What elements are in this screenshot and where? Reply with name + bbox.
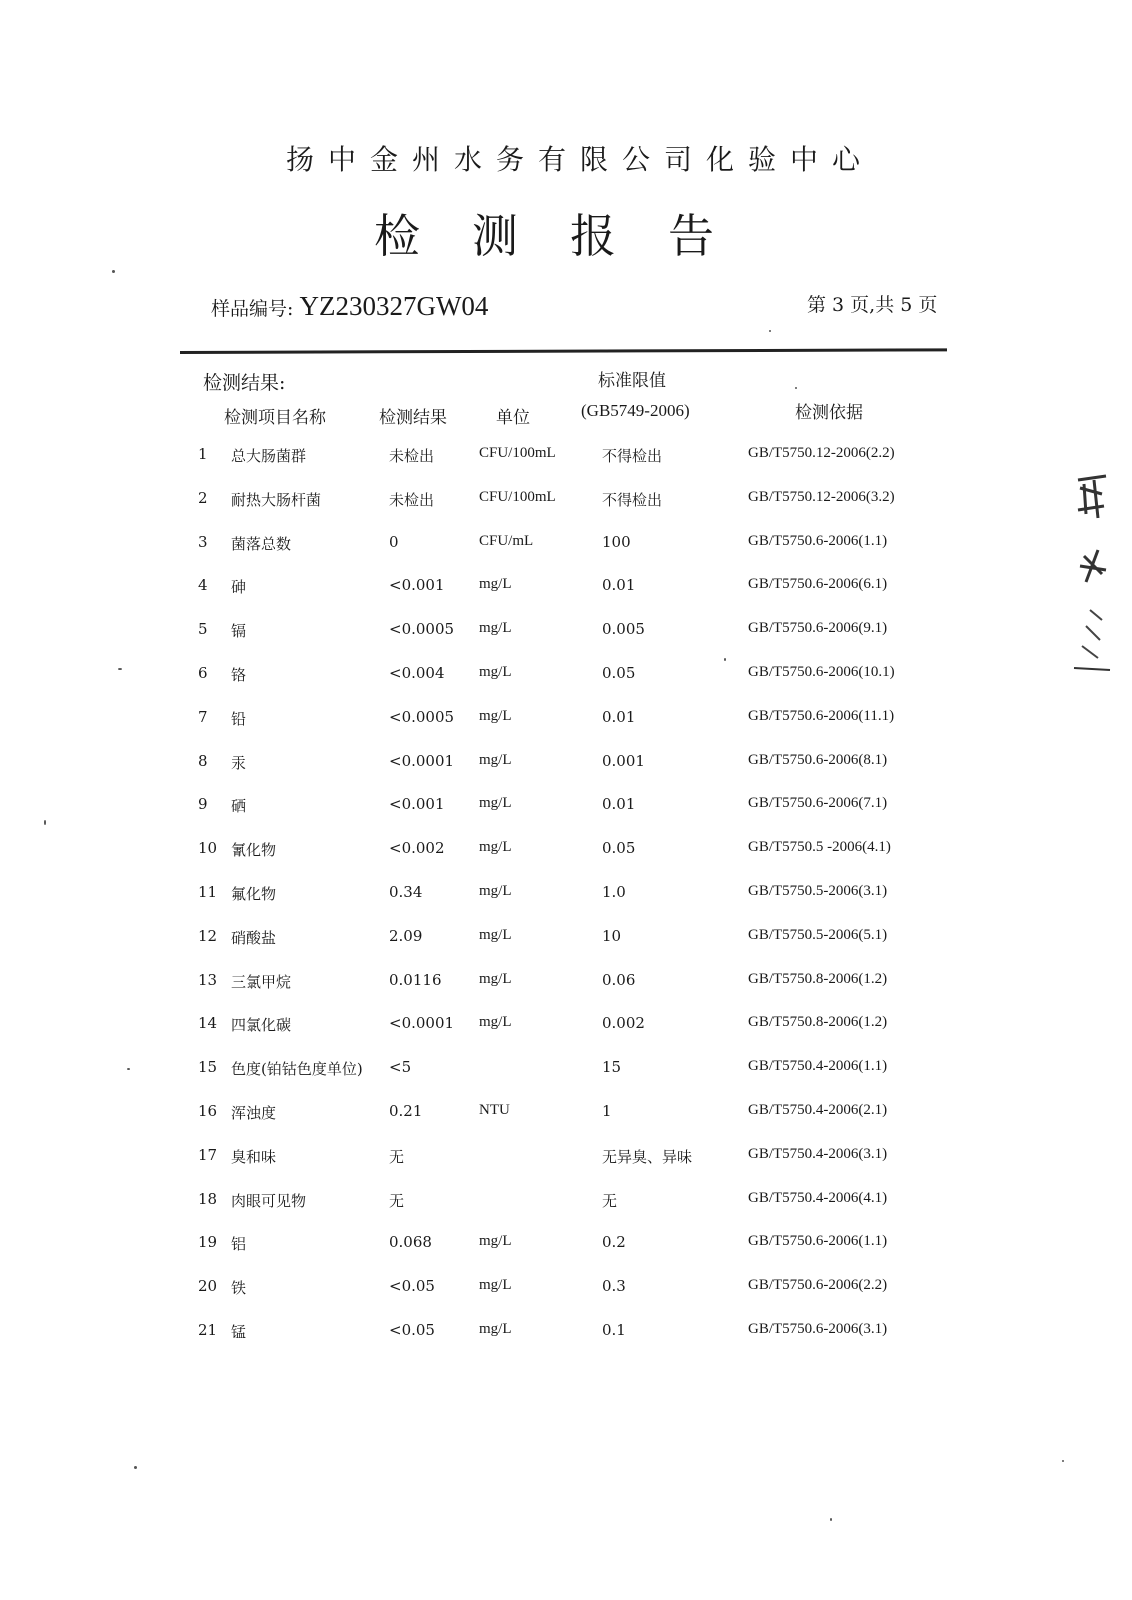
row-number: 11 bbox=[198, 883, 218, 901]
test-method: GB/T5750.6-2006(1.1) bbox=[748, 533, 888, 549]
row-number: 20 bbox=[198, 1277, 218, 1295]
test-method: GB/T5750.6-2006(11.1) bbox=[748, 708, 895, 724]
row-number: 17 bbox=[198, 1146, 218, 1164]
column-header-name: 检测项目名称 bbox=[224, 408, 326, 428]
scan-speck bbox=[44, 820, 46, 825]
scan-speck bbox=[724, 658, 726, 661]
row-number: 5 bbox=[198, 620, 208, 638]
test-result: 2.09 bbox=[389, 927, 423, 945]
item-name: 锰 bbox=[231, 1323, 247, 1341]
row-number: 10 bbox=[198, 839, 218, 857]
item-name: 菌落总数 bbox=[231, 535, 292, 553]
row-number: 9 bbox=[198, 795, 208, 813]
test-method: GB/T5750.6-2006(8.1) bbox=[748, 752, 888, 768]
standard-limit: 0.001 bbox=[602, 752, 645, 770]
item-name: 氟化物 bbox=[231, 885, 277, 903]
scan-speck bbox=[127, 1068, 130, 1070]
scan-speck bbox=[112, 270, 115, 273]
item-name: 耐热大肠杆菌 bbox=[231, 491, 322, 509]
test-result: <0.0005 bbox=[389, 708, 455, 726]
test-result: 0.0116 bbox=[389, 971, 442, 989]
test-method: GB/T5750.5-2006(5.1) bbox=[748, 927, 888, 943]
item-name: 铁 bbox=[231, 1279, 247, 1297]
unit: CFU/mL bbox=[479, 533, 534, 549]
standard-limit: 0.06 bbox=[602, 971, 636, 989]
test-method: GB/T5750.6-2006(10.1) bbox=[748, 664, 895, 680]
table-row bbox=[0, 839, 1132, 869]
test-method: GB/T5750.6-2006(3.1) bbox=[748, 1321, 888, 1337]
table-row bbox=[0, 1277, 1132, 1307]
standard-limit: 0.005 bbox=[602, 620, 645, 638]
test-method: GB/T5750.6-2006(7.1) bbox=[748, 795, 888, 811]
unit: mg/L bbox=[479, 795, 512, 811]
standard-limit: 10 bbox=[602, 927, 622, 945]
scan-speck bbox=[769, 330, 771, 332]
scan-speck bbox=[830, 1518, 832, 1521]
table-row bbox=[0, 576, 1132, 606]
test-method: GB/T5750.6-2006(2.2) bbox=[748, 1277, 888, 1293]
row-number: 7 bbox=[198, 708, 208, 726]
standard-limit: 0.01 bbox=[602, 708, 636, 726]
standard-limit: 0.3 bbox=[602, 1277, 626, 1295]
test-method: GB/T5750.6-2006(6.1) bbox=[748, 576, 888, 592]
standard-limit: 0.2 bbox=[602, 1233, 626, 1251]
table-row bbox=[0, 1014, 1132, 1044]
test-result: <0.0005 bbox=[389, 620, 455, 638]
row-number: 12 bbox=[198, 927, 218, 945]
table-row bbox=[0, 971, 1132, 1001]
row-number: 1 bbox=[198, 445, 208, 463]
table-row bbox=[0, 1190, 1132, 1220]
row-number: 19 bbox=[198, 1233, 218, 1251]
item-name: 铬 bbox=[231, 666, 247, 684]
unit: mg/L bbox=[479, 883, 512, 899]
table-row bbox=[0, 533, 1132, 563]
row-number: 13 bbox=[198, 971, 218, 989]
test-result: <0.0001 bbox=[389, 752, 455, 770]
unit: mg/L bbox=[479, 1014, 512, 1030]
header-divider bbox=[180, 348, 947, 354]
item-name: 砷 bbox=[231, 578, 247, 596]
test-result: <0.05 bbox=[389, 1321, 435, 1339]
test-result: 0.34 bbox=[389, 883, 423, 901]
table-row bbox=[0, 752, 1132, 782]
unit: mg/L bbox=[479, 664, 512, 680]
unit: CFU/100mL bbox=[479, 489, 556, 505]
test-method: GB/T5750.4-2006(3.1) bbox=[748, 1146, 888, 1162]
test-method: GB/T5750.5 -2006(4.1) bbox=[748, 839, 891, 855]
item-name: 四氯化碳 bbox=[231, 1016, 292, 1034]
test-method: GB/T5750.6-2006(1.1) bbox=[748, 1233, 888, 1249]
row-number: 15 bbox=[198, 1058, 218, 1076]
item-name: 臭和味 bbox=[231, 1148, 277, 1166]
table-row bbox=[0, 1233, 1132, 1263]
test-result: <0.05 bbox=[389, 1277, 435, 1295]
item-name: 浑浊度 bbox=[231, 1104, 277, 1122]
test-result: <0.001 bbox=[389, 576, 445, 594]
test-method: GB/T5750.4-2006(1.1) bbox=[748, 1058, 888, 1074]
test-method: GB/T5750.5-2006(3.1) bbox=[748, 883, 888, 899]
test-method: GB/T5750.4-2006(4.1) bbox=[748, 1190, 888, 1206]
standard-limit: 1.0 bbox=[602, 883, 626, 901]
table-row bbox=[0, 795, 1132, 825]
standard-limit: 不得检出 bbox=[602, 491, 663, 509]
row-number: 18 bbox=[198, 1190, 218, 1208]
table-row bbox=[0, 620, 1132, 650]
scan-speck bbox=[1062, 1460, 1064, 1462]
test-result: <0.002 bbox=[389, 839, 445, 857]
table-row bbox=[0, 883, 1132, 913]
column-header-result: 检测结果 bbox=[379, 408, 447, 428]
standard-limit: 无 bbox=[602, 1192, 618, 1210]
table-row bbox=[0, 664, 1132, 694]
table-row bbox=[0, 1102, 1132, 1132]
test-result: 0.068 bbox=[389, 1233, 432, 1251]
table-row bbox=[0, 489, 1132, 519]
scan-speck bbox=[795, 387, 797, 389]
item-name: 硒 bbox=[231, 797, 247, 815]
test-result: 未检出 bbox=[389, 491, 435, 509]
sample-number bbox=[211, 291, 488, 322]
unit: mg/L bbox=[479, 1233, 512, 1249]
sample-number-code: YZ230327GW04 bbox=[299, 291, 489, 321]
standard-limit: 无异臭、异味 bbox=[602, 1148, 693, 1166]
test-method: GB/T5750.4-2006(2.1) bbox=[748, 1102, 888, 1118]
unit: mg/L bbox=[479, 839, 512, 855]
item-name: 铝 bbox=[231, 1235, 247, 1253]
standard-limit: 100 bbox=[602, 533, 631, 551]
organization-name: 扬中金州水务有限公司化验中心 bbox=[285, 143, 874, 176]
unit: NTU bbox=[479, 1102, 510, 1118]
unit: CFU/100mL bbox=[479, 445, 556, 461]
test-method: GB/T5750.8-2006(1.2) bbox=[748, 971, 888, 987]
unit: mg/L bbox=[479, 971, 512, 987]
unit: mg/L bbox=[479, 1321, 512, 1337]
report-title: 检测报告 bbox=[374, 209, 766, 263]
scan-speck bbox=[134, 1466, 137, 1469]
item-name: 汞 bbox=[231, 754, 247, 772]
test-result: <0.0001 bbox=[389, 1014, 455, 1032]
test-method: GB/T5750.12-2006(3.2) bbox=[748, 489, 895, 505]
item-name: 总大肠菌群 bbox=[231, 447, 307, 465]
table-row bbox=[0, 1321, 1132, 1351]
standard-limit: 0.01 bbox=[602, 576, 636, 594]
row-number: 14 bbox=[198, 1014, 218, 1032]
test-result: 无 bbox=[389, 1192, 405, 1210]
unit: mg/L bbox=[479, 752, 512, 768]
test-result: <0.001 bbox=[389, 795, 445, 813]
row-number: 6 bbox=[198, 664, 208, 682]
item-name: 三氯甲烷 bbox=[231, 973, 292, 991]
section-title: 检测结果: bbox=[203, 372, 286, 394]
row-number: 8 bbox=[198, 752, 208, 770]
column-header-limit-standard: (GB5749-2006) bbox=[581, 401, 690, 420]
item-name: 氰化物 bbox=[231, 841, 277, 859]
standard-limit: 0.01 bbox=[602, 795, 636, 813]
item-name: 硝酸盐 bbox=[231, 929, 277, 947]
unit: mg/L bbox=[479, 708, 512, 724]
item-name: 镉 bbox=[231, 622, 247, 640]
standard-limit: 不得检出 bbox=[602, 447, 663, 465]
standard-limit: 1 bbox=[602, 1102, 612, 1120]
test-method: GB/T5750.12-2006(2.2) bbox=[748, 445, 895, 461]
standard-limit: 0.05 bbox=[602, 664, 636, 682]
page-indicator: 第 3 页,共 5 页 bbox=[807, 294, 938, 316]
test-result: 无 bbox=[389, 1148, 405, 1166]
standard-limit: 15 bbox=[602, 1058, 622, 1076]
row-number: 21 bbox=[198, 1321, 218, 1339]
test-method: GB/T5750.6-2006(9.1) bbox=[748, 620, 888, 636]
seal-stamp-fragment bbox=[1072, 470, 1112, 680]
sample-number-label: 样品编号: bbox=[211, 298, 300, 320]
column-header-limit: 标准限值 bbox=[598, 371, 666, 391]
row-number: 4 bbox=[198, 576, 208, 594]
unit: mg/L bbox=[479, 620, 512, 636]
row-number: 16 bbox=[198, 1102, 218, 1120]
standard-limit: 0.1 bbox=[602, 1321, 626, 1339]
test-result: 未检出 bbox=[389, 447, 435, 465]
test-result: <5 bbox=[389, 1058, 412, 1076]
test-result: 0 bbox=[389, 533, 399, 551]
standard-limit: 0.002 bbox=[602, 1014, 645, 1032]
item-name: 铅 bbox=[231, 710, 247, 728]
test-result: <0.004 bbox=[389, 664, 445, 682]
test-result: 0.21 bbox=[389, 1102, 423, 1120]
table-row bbox=[0, 1058, 1132, 1088]
row-number: 2 bbox=[198, 489, 208, 507]
item-name: 肉眼可见物 bbox=[231, 1192, 307, 1210]
column-header-basis: 检测依据 bbox=[795, 403, 863, 423]
table-row bbox=[0, 1146, 1132, 1176]
standard-limit: 0.05 bbox=[602, 839, 636, 857]
row-number: 3 bbox=[198, 533, 208, 551]
table-row bbox=[0, 445, 1132, 475]
item-name: 色度(铂钴色度单位) bbox=[231, 1060, 363, 1078]
table-row bbox=[0, 708, 1132, 738]
scan-speck bbox=[118, 668, 122, 670]
table-row bbox=[0, 927, 1132, 957]
test-method: GB/T5750.8-2006(1.2) bbox=[748, 1014, 888, 1030]
unit: mg/L bbox=[479, 927, 512, 943]
unit: mg/L bbox=[479, 1277, 512, 1293]
unit: mg/L bbox=[479, 576, 512, 592]
column-header-unit: 单位 bbox=[496, 408, 530, 428]
